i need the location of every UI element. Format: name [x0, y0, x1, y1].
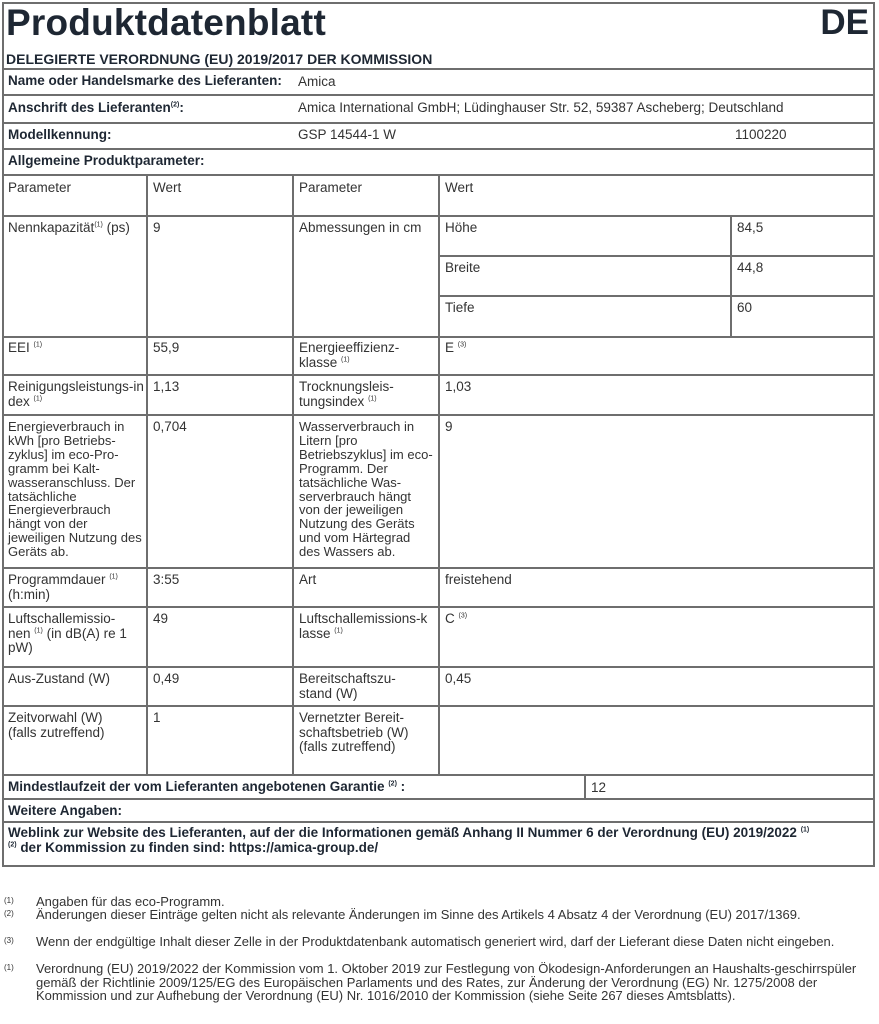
supplier-name-value: Amica	[298, 74, 336, 89]
table-cell-param: Bereitschaftszu-stand (W)	[299, 671, 396, 701]
divider	[146, 175, 148, 775]
table-cell-param: Programmdauer $^{(1)}$ (h:min)	[8, 572, 118, 602]
table-cell-param: Wasserverbrauch in Litern [pro Betriebszyklus] im eco-Programm. Der tatsächliche Was-serverbrauch hängt von der jeweiligen Nutzung des Geräts und vom Härtegrad des Wassers ab.	[299, 419, 433, 560]
dimension-value: 84,5	[737, 220, 764, 235]
divider	[730, 216, 732, 337]
supplier-address-value: Amica International GmbH; Lüdinghauser Str. 52, 59387 Ascheberg; Deutschland	[298, 100, 784, 115]
dimension-label: Breite	[445, 260, 481, 275]
table-cell-param: EEI $^{(1)}$	[8, 340, 43, 355]
table-cell-param: Zeitvorwahl (W) (falls zutreffend)	[8, 710, 105, 740]
model-value: GSP 14544-1 W	[298, 127, 397, 142]
table-cell-param: Trocknungsleis-tungsindex $^{(1)}$	[299, 379, 394, 409]
table-cell-value: 0,49	[153, 671, 180, 686]
divider	[2, 94, 875, 96]
footnote-mark: (2)	[4, 909, 14, 918]
table-cell-param: Vernetzter Bereit-schaftsbetrieb (W) (falls zutreffend)	[299, 710, 409, 754]
footnote-text: Änderungen dieser Einträge gelten nicht als relevante Änderungen im Sinne des Artikels 4 Absatz 4 der Verordnung (EU) 2017/1369.	[36, 907, 801, 922]
divider	[2, 798, 875, 800]
divider	[439, 295, 875, 297]
footnote-mark: (3)	[4, 936, 14, 945]
column-header: Wert	[445, 180, 474, 195]
warranty-label: Mindestlaufzeit der vom Lieferanten angebotenen Garantie $^{(2)}$ :	[8, 779, 406, 794]
footnote-text: Wenn der endgültige Inhalt dieser Zelle in der Produktdatenbank automatisch generiert wird, darf der Lieferant diese Daten nicht eingeben.	[36, 934, 835, 949]
more-info-label: Weitere Angaben:	[8, 803, 123, 818]
table-cell-param: Energieeffizienz-klasse $^{(1)}$	[299, 340, 400, 370]
table-cell-value: 1,03	[445, 379, 472, 394]
dimension-label: Höhe	[445, 220, 478, 235]
table-cell-param: Art	[299, 572, 317, 587]
table-cell-value: 1,13	[153, 379, 180, 394]
table-cell-param: Reinigungsleistungs-index $^{(1)}$	[8, 379, 144, 409]
divider	[2, 68, 875, 70]
supplier-address-label: Anschrift des Lieferanten$^{(2)}$:	[8, 100, 184, 115]
table-cell-param: Luftschallemissions-klasse $^{(1)}$	[299, 611, 428, 641]
table-cell-value: 0,704	[153, 419, 187, 434]
general-params-label: Allgemeine Produktparameter:	[8, 153, 205, 168]
table-cell-param: Luftschallemissio-nen $^{(1)}$ (in dB(A) re 1 pW)	[8, 611, 127, 655]
table-cell-value: 49	[153, 611, 169, 626]
table-cell-param: Nennkapazität$^{(1)}$ (ps)	[8, 220, 130, 235]
table-cell-param: Aus-Zustand (W)	[8, 671, 111, 686]
footnote-mark: (1)	[4, 896, 14, 905]
divider	[2, 821, 875, 823]
dimension-value: 60	[737, 300, 753, 315]
table-cell-param: Abmessungen in cm	[299, 220, 422, 235]
table-cell-value: 0,45	[445, 671, 472, 686]
regulation-title: DELEGIERTE VERORDNUNG (EU) 2019/2017 DER KOMMISSION	[6, 51, 433, 67]
footnote-mark: (1)	[4, 963, 14, 972]
divider	[2, 122, 875, 124]
table-cell-value: 3:55	[153, 572, 180, 587]
divider	[2, 148, 875, 150]
table-cell-value: C $^{(3)}$	[445, 611, 468, 626]
dimension-label: Tiefe	[445, 300, 475, 315]
column-header: Parameter	[299, 180, 363, 195]
table-cell-value: 55,9	[153, 340, 180, 355]
weblink-text: Weblink zur Website des Lieferanten, auf der die Informationen gemäß Anhang II Nummer 6 der Verordnung (EU) 2019/2022 $^{(1)}$ $^{(2)}$ der Kommission zu finden sind: https://amica-group.de/	[8, 825, 810, 855]
table-cell-value: freistehend	[445, 572, 512, 587]
dimension-value: 44,8	[737, 260, 764, 275]
divider	[292, 175, 294, 775]
table-cell-param: Energieverbrauch in kWh [pro Betriebs-zyklus] im eco-Pro-gramm bei Kalt-wasseranschluss. Der tatsächliche Energieverbrauch hängt von der jeweiligen Nutzung des Geräts ab.	[8, 419, 142, 560]
model-code: 1100220	[735, 127, 787, 142]
divider	[439, 255, 875, 257]
divider	[438, 175, 440, 775]
divider	[584, 775, 586, 799]
warranty-value: 12	[591, 780, 607, 795]
table-cell-value: 1	[153, 710, 161, 725]
page-title: Produktdatenblatt	[6, 2, 326, 43]
table-cell-value: 9	[445, 419, 453, 434]
column-header: Parameter	[8, 180, 72, 195]
language-code: DE	[820, 3, 869, 42]
footnote-text: Angaben für das eco-Programm.	[36, 894, 225, 909]
footnote-text: Verordnung (EU) 2019/2022 der Kommission vom 1. Oktober 2019 zur Festlegung von Ökodesign-Anforderungen an Haushalts-geschirrspüler gemäß der Richtlinie 2009/125/EG des Europäischen Parlaments und des Rates, zur Änderung der Verordnung (EG) Nr. 1275/2008 der Kommission und zur Aufhebung der Verordnung (EU) Nr. 1016/2010 der Kommission (siehe Seite 267 dieses Amtsblatts).	[36, 961, 857, 1003]
model-label: Modellkennung:	[8, 127, 112, 142]
column-header: Wert	[153, 180, 182, 195]
supplier-name-label: Name oder Handelsmarke des Lieferanten:	[8, 73, 282, 88]
supplier-weblink[interactable]: https://amica-group.de/	[228, 839, 379, 855]
table-cell-value: 9	[153, 220, 161, 235]
table-cell-value: E $^{(3)}$	[445, 340, 467, 355]
